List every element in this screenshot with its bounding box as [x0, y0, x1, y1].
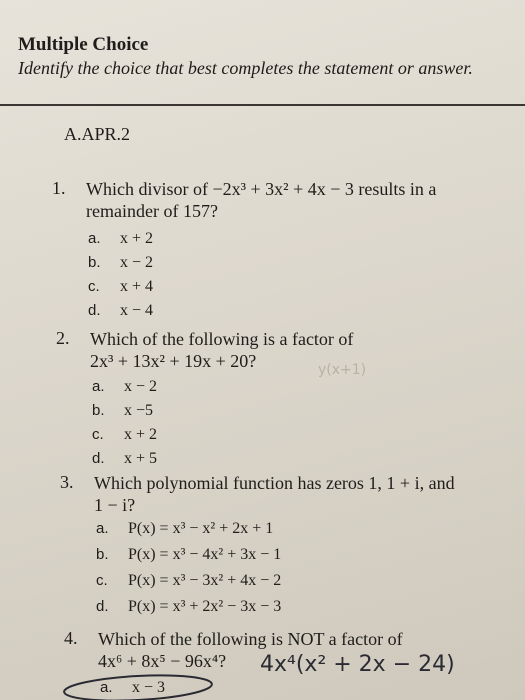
choice-letter: b.	[92, 402, 105, 419]
choice-letter: c.	[92, 426, 104, 443]
choice-letter: d.	[96, 598, 109, 615]
choice-text: x + 2	[124, 426, 158, 443]
question-number: 2.	[56, 328, 70, 348]
question-stem	[86, 178, 436, 222]
choice-text: x + 4	[120, 278, 154, 295]
section-header	[18, 34, 473, 79]
question-line: Which polynomial function has zeros 1, 1 + i, and	[94, 473, 455, 493]
choice-2d[interactable]	[92, 450, 157, 468]
choice-text: x −5	[124, 402, 154, 419]
choice-2c[interactable]	[92, 426, 157, 444]
section-instructions: Identify the choice that best completes the statement or answer.	[18, 58, 473, 78]
choice-1b[interactable]	[88, 254, 153, 272]
choice-text: P(x) = x³ − 3x² + 4x − 2	[128, 572, 282, 589]
question-stem	[94, 472, 455, 516]
choice-letter: a.	[88, 230, 101, 247]
question-line: 4x⁶ + 8x⁵ − 96x⁴?	[98, 651, 227, 671]
choice-3c[interactable]	[96, 572, 281, 590]
handwritten-circle	[60, 668, 220, 700]
question-number: 4.	[64, 628, 78, 648]
choice-3b[interactable]	[96, 546, 281, 564]
question-line: Which divisor of −2x³ + 3x² + 4x − 3 results in a	[86, 179, 437, 199]
question-stem	[90, 328, 353, 372]
faint-pencil-note: y(x+1)	[318, 362, 367, 378]
handwritten-factoring: 4x⁴(x² + 2x − 24)	[260, 652, 455, 677]
choice-letter: c.	[88, 278, 100, 295]
choice-letter: a.	[96, 520, 109, 537]
divider-line	[0, 104, 525, 106]
choice-text: x − 2	[120, 254, 154, 271]
question-number: 3.	[60, 472, 74, 492]
choice-letter: c.	[96, 572, 108, 589]
choice-1a[interactable]	[88, 230, 153, 248]
choice-letter: a.	[92, 378, 105, 395]
question-line: remainder of 157?	[86, 201, 218, 221]
choice-3d[interactable]	[96, 598, 281, 616]
question-line: 1 − i?	[94, 495, 136, 515]
choice-letter: d.	[92, 450, 105, 467]
choice-1d[interactable]	[88, 302, 153, 320]
question-line: Which of the following is NOT a factor of	[98, 629, 403, 649]
choice-letter: d.	[88, 302, 101, 319]
choice-2a[interactable]	[92, 378, 157, 396]
choice-text: x − 2	[124, 378, 158, 395]
choice-text: P(x) = x³ − 4x² + 3x − 1	[128, 546, 282, 563]
choice-1c[interactable]	[88, 278, 153, 296]
choice-letter: b.	[96, 546, 109, 563]
choice-text: P(x) = x³ + 2x² − 3x − 3	[128, 598, 282, 615]
choice-2b[interactable]	[92, 402, 153, 420]
section-title: Multiple Choice	[18, 34, 149, 55]
choice-letter: b.	[88, 254, 101, 271]
choice-letter: a.	[100, 679, 113, 696]
choice-text: x + 2	[120, 230, 154, 247]
choice-text: x + 5	[124, 450, 158, 467]
question-number: 1.	[52, 178, 66, 198]
choice-3a[interactable]	[96, 520, 273, 538]
question-line: Which of the following is a factor of	[90, 329, 354, 349]
question-line: 2x³ + 13x² + 19x + 20?	[90, 351, 257, 371]
choice-text: x − 4	[120, 302, 154, 319]
choice-text: P(x) = x³ − x² + 2x + 1	[128, 520, 274, 537]
choice-text: x − 3	[132, 679, 166, 696]
standard-code: A.APR.2	[64, 124, 131, 144]
